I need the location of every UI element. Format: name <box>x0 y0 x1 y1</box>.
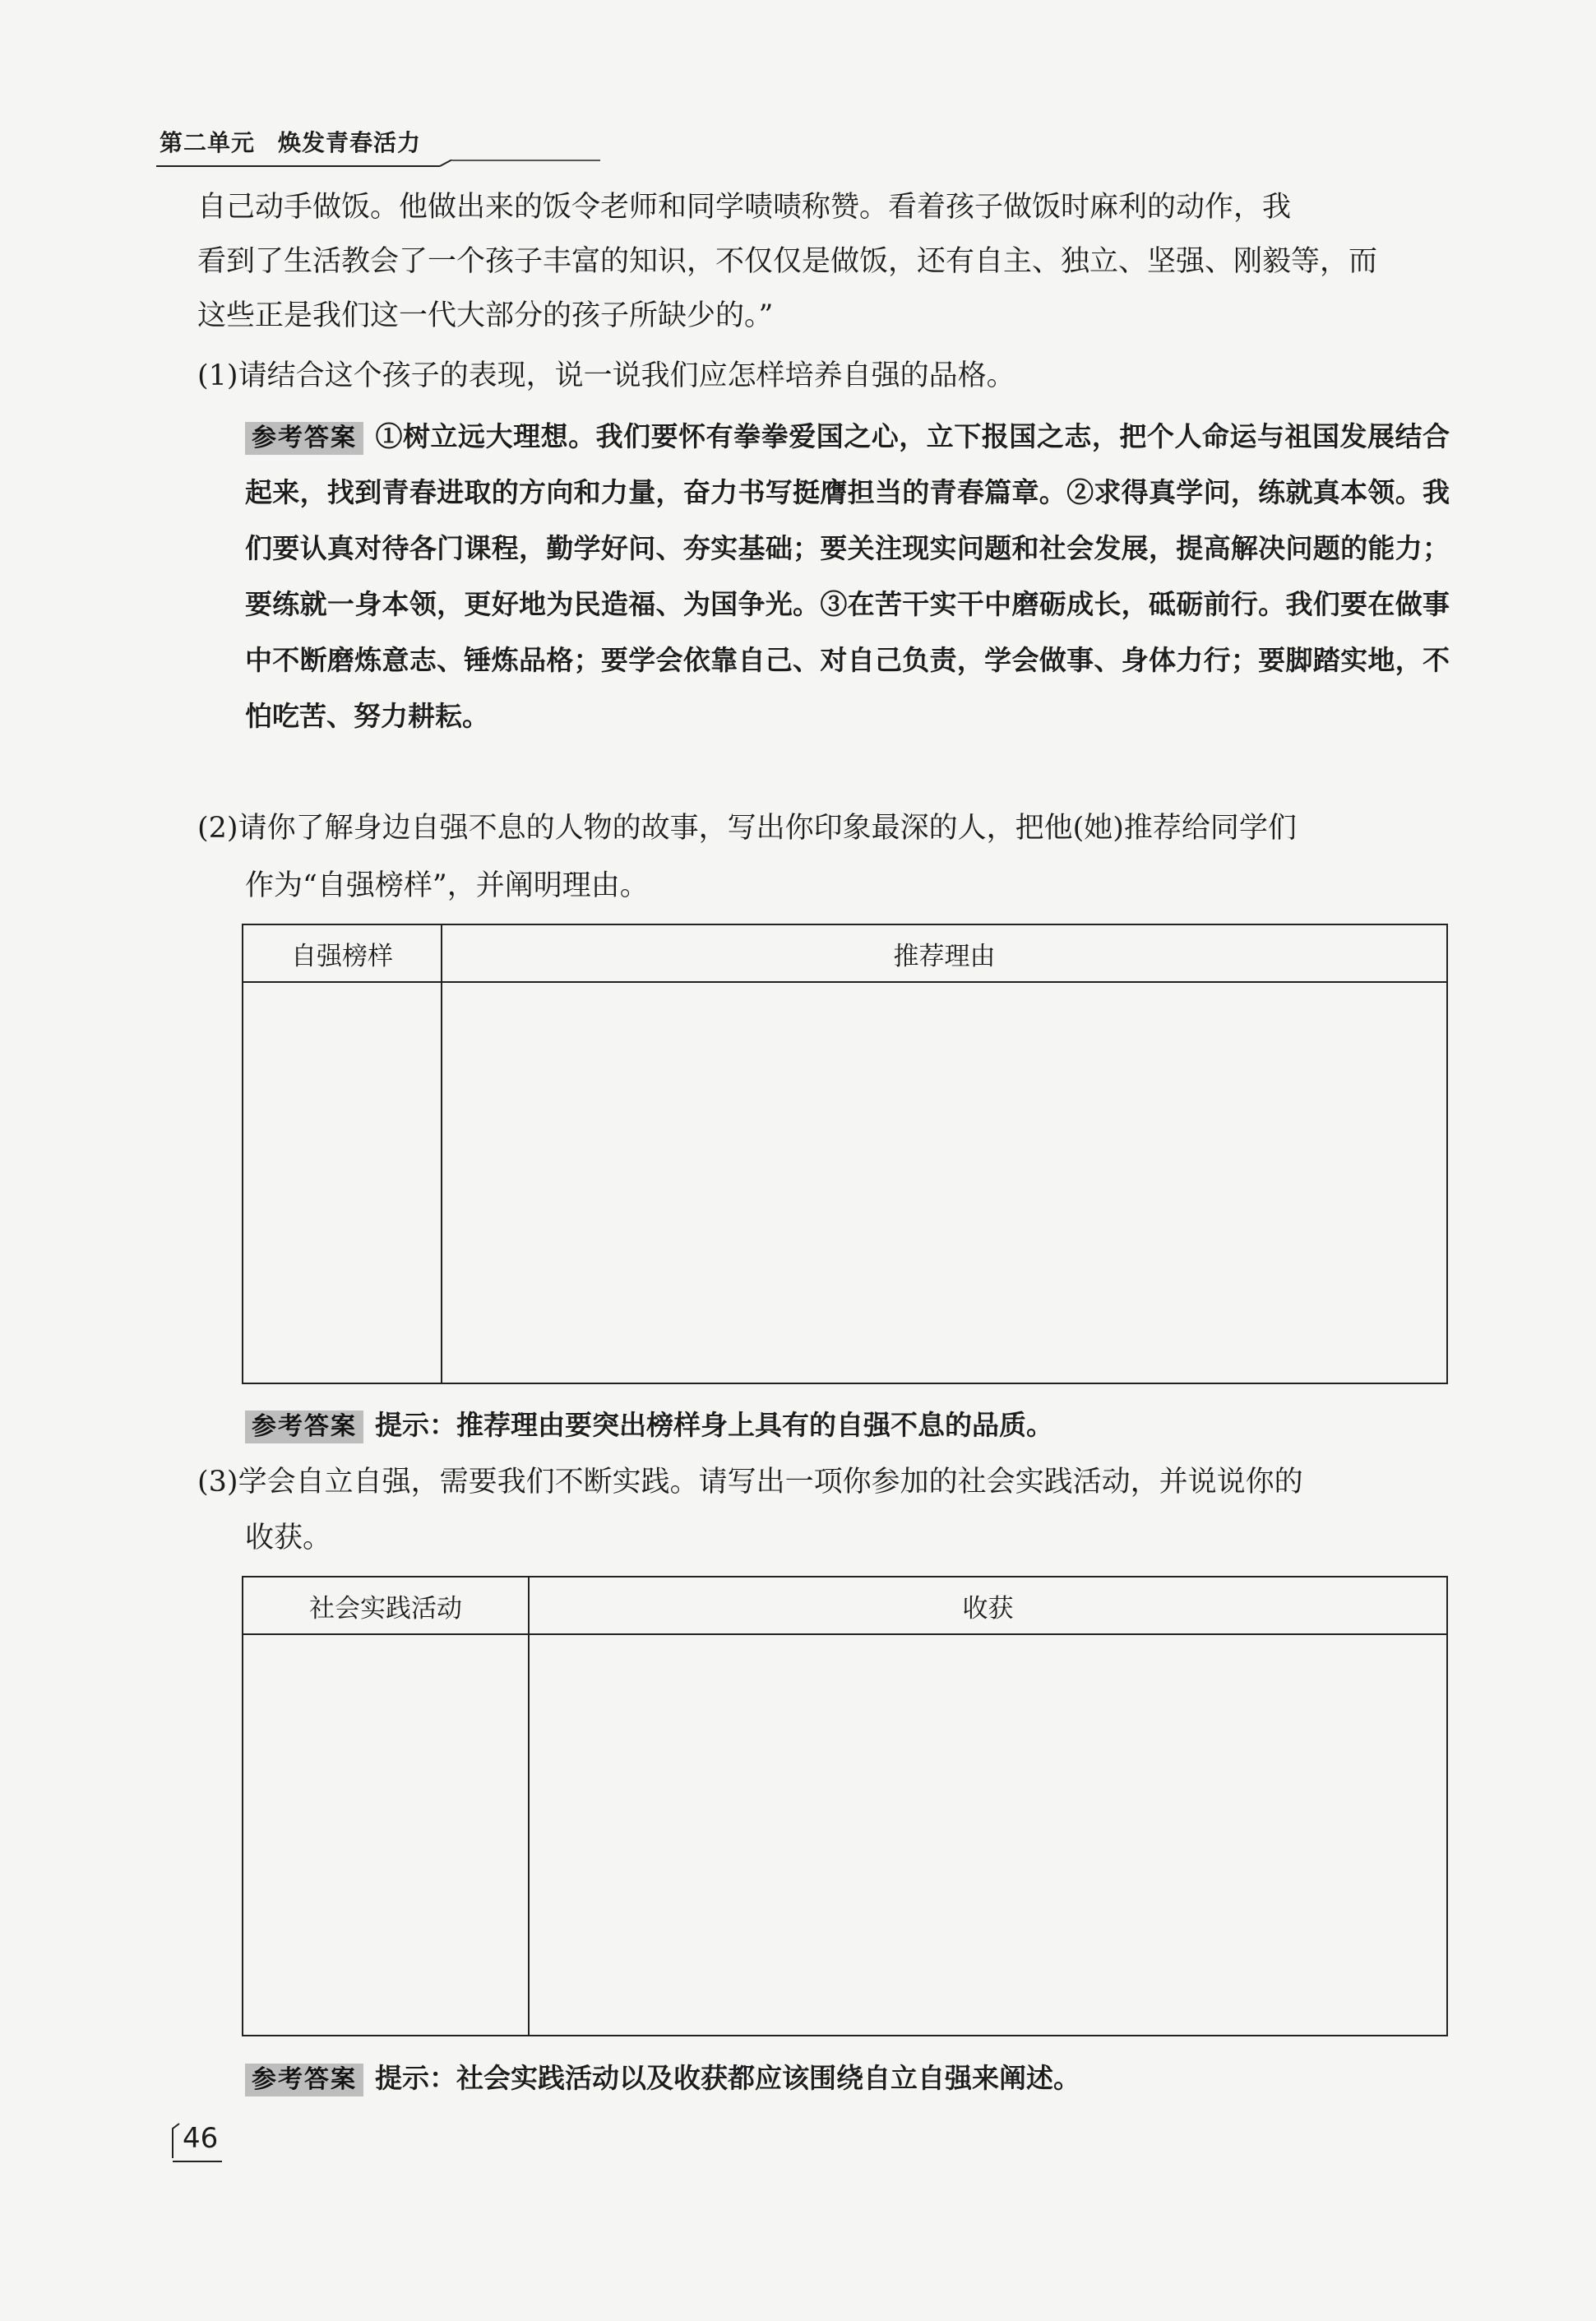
header-title: 焕发青春活力 <box>278 129 422 156</box>
page-number <box>164 2117 238 2166</box>
role-model-cell[interactable] <box>243 982 442 1383</box>
question-2-line-1: (2)请你了解身边自强不息的人物的故事，写出你印象最深的人，把他(她)推荐给同学们 <box>197 812 1297 845</box>
question-3-line-2: 收获。 <box>245 1522 332 1554</box>
answer-2 <box>245 1407 1053 1443</box>
answer-2-text: 提示：推荐理由要突出榜样身上具有的自强不息的品质。 <box>375 1409 1053 1441</box>
gain-cell[interactable] <box>529 1634 1447 2036</box>
answer-1 <box>245 409 1450 744</box>
intro-line-1: 自己动手做饭。他做出来的饭令老师和同学啧啧称赞。看着孩子做饭时麻利的动作，我 <box>197 191 1292 224</box>
page-number-text: 46 <box>183 2122 219 2155</box>
header-rule <box>156 160 600 168</box>
header-text <box>160 125 421 158</box>
answer-tag: 参考答案 <box>245 422 363 455</box>
role-model-table <box>242 924 1448 1384</box>
table-header-activity: 社会实践活动 <box>243 1577 529 1634</box>
answer-1-text: ①树立远大理想。我们要怀有拳拳爱国之心，立下报国之志，把个人命运与祖国发展结合起来，找到青春进取的方向和力量，奋力书写挺膺担当的青春篇章。②求得真学问，练就真本领。我们要认真对待各门课程，勤学好问、夯实基础；要关注现实问题和社会发展，提高解决问题的能力；要练就一身本领，更好地为民造福、为国争光。③在苦干实干中磨砺成长，砥砺前行。我们要在做事中不断磨炼意志、锤炼品格；要学会依靠自己、对自己负责，学会做事、身体力行；要脚踏实地，不怕吃苦、努力耕耘。 <box>245 420 1450 732</box>
answer-tag: 参考答案 <box>245 2064 363 2096</box>
question-2-line-2: 作为“自强榜样”，并阐明理由。 <box>245 869 649 902</box>
answer-3-text: 提示：社会实践活动以及收获都应该围绕自立自强来阐述。 <box>375 2062 1080 2094</box>
social-practice-table <box>242 1576 1448 2036</box>
answer-3 <box>245 2060 1080 2096</box>
table-header-reason: 推荐理由 <box>442 924 1447 982</box>
table-header-gain: 收获 <box>529 1577 1447 1634</box>
table-header-role-model: 自强榜样 <box>243 924 442 982</box>
header-unit: 第二单元 <box>160 129 256 156</box>
question-3-line-1: (3)学会自立自强，需要我们不断实践。请写出一项你参加的社会实践活动，并说说你的 <box>197 1466 1303 1499</box>
running-header <box>156 123 600 164</box>
answer-tag: 参考答案 <box>245 1411 363 1443</box>
question-1: (1)请结合这个孩子的表现，说一说我们应怎样培养自强的品格。 <box>197 359 1015 392</box>
intro-line-3: 这些正是我们这一代大部分的孩子所缺少的。” <box>197 299 774 332</box>
activity-cell[interactable] <box>243 1634 529 2036</box>
intro-line-2: 看到了生活教会了一个孩子丰富的知识，不仅仅是做饭，还有自主、独立、坚强、刚毅等，而 <box>197 245 1378 278</box>
reason-cell[interactable] <box>442 982 1447 1383</box>
